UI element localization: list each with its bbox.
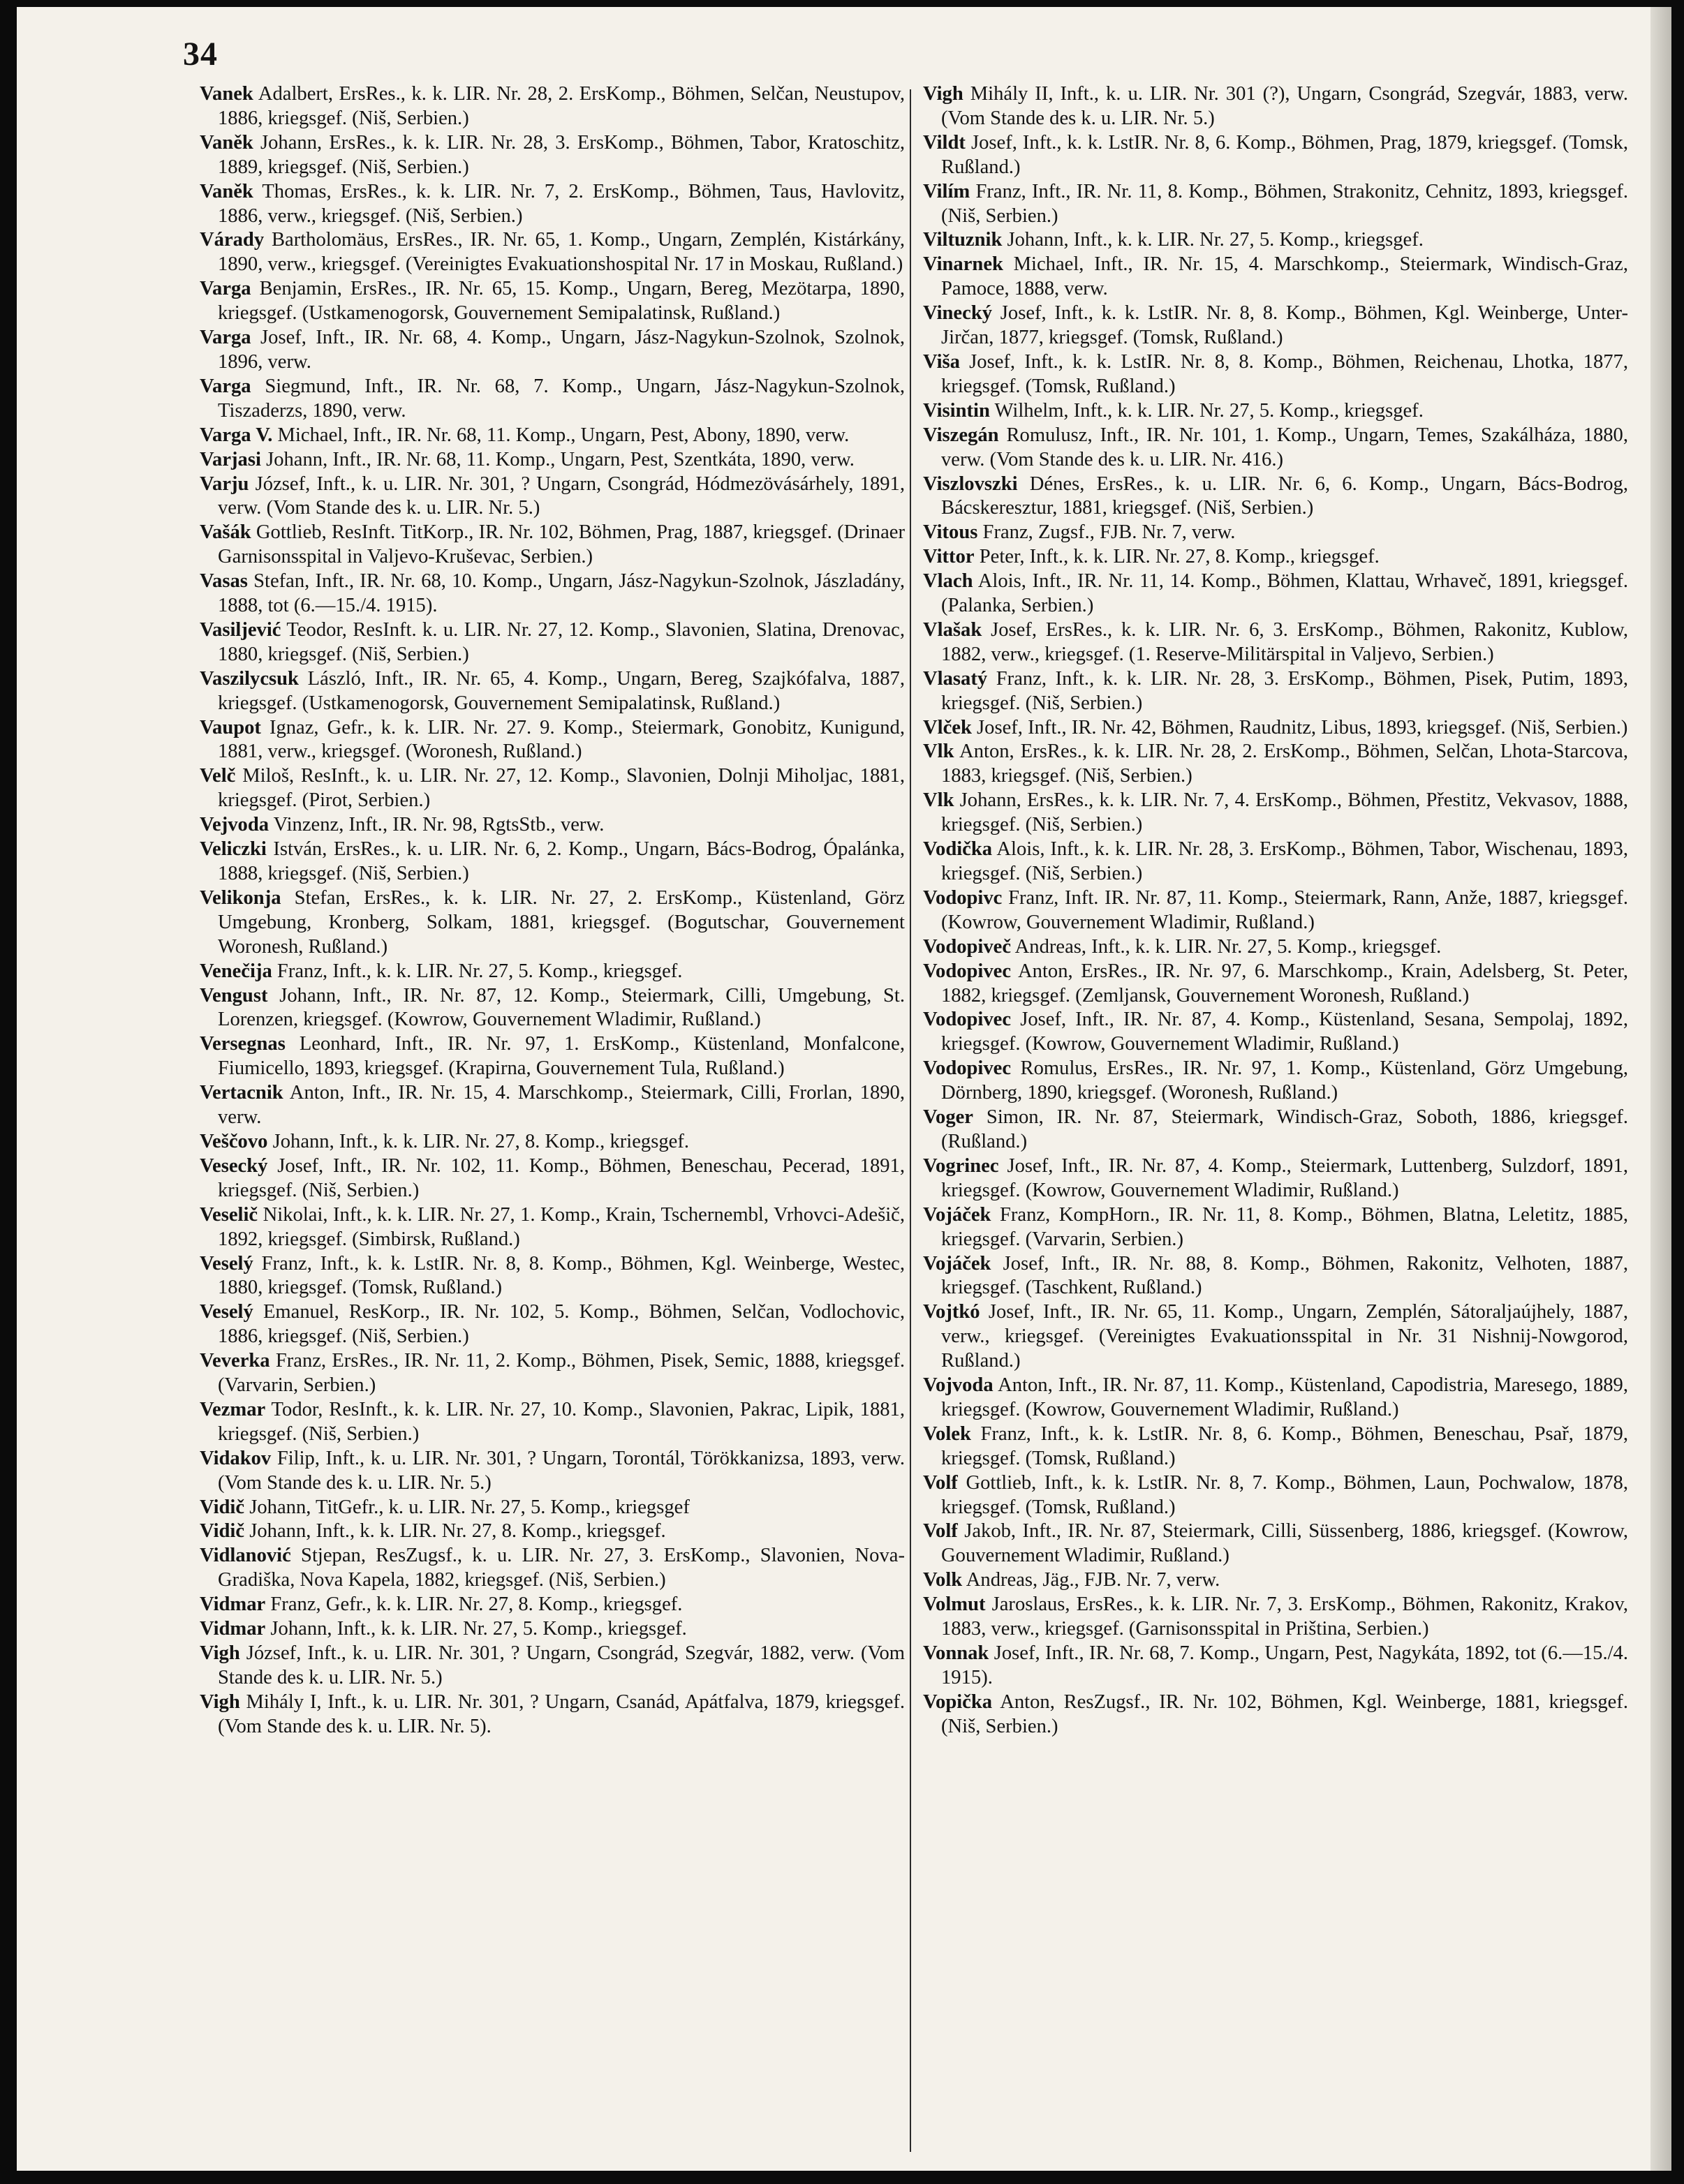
left-column: [200, 82, 905, 1739]
list-entry: [923, 1691, 1628, 1739]
list-entry: [200, 667, 905, 716]
entry-surname: Vojtkó: [923, 1301, 980, 1323]
list-entry: [200, 1520, 905, 1544]
list-entry: [923, 131, 1628, 180]
entry-surname: Veselič: [200, 1203, 258, 1226]
entry-details: Franz, Inft., k. k. LstIR. Nr. 8, 8. Komp., Böhmen, Kgl. Weinberge, Westec, 1880, kriegsgef. (Tomsk, Rußland.): [218, 1252, 905, 1299]
list-entry: [200, 473, 905, 521]
list-entry: [200, 764, 905, 813]
entry-details: Jakob, Inft., IR. Nr. 87, Steiermark, Cilli, Süssenberg, 1886, kriegsgef. (Kowrow, Gouvernement Wladimir, Rußland.): [941, 1520, 1629, 1567]
entry-surname: Vaszilycsuk: [200, 667, 299, 690]
page-number: 34: [183, 36, 218, 73]
entry-details: Simon, IR. Nr. 87, Steiermark, Windisch-Graz, Soboth, 1886, kriegsgef. (Rußland.): [941, 1106, 1628, 1152]
list-entry: [200, 1398, 905, 1447]
entry-details: Siegmund, Inft., IR. Nr. 68, 7. Komp., Ungarn, Jász-Nagykun-Szolnok, Tiszaderzs, 1890, verw.: [218, 375, 905, 422]
entry-surname: Vidmar: [200, 1618, 266, 1640]
list-entry: [923, 1252, 1628, 1301]
list-entry: [200, 228, 905, 277]
page-edge: [1650, 7, 1671, 2171]
entry-surname: Vigh: [923, 83, 963, 105]
entry-details: Josef, Inft., IR. Nr. 68, 4. Komp., Ungarn, Jász-Nagykun-Szolnok, Szolnok, 1896, verw.: [218, 327, 905, 373]
list-entry: [200, 521, 905, 570]
entry-details: István, ErsRes., k. u. LIR. Nr. 6, 2. Komp., Ungarn, Bács-Bodrog, Ópalánka, 1888, kriegsgef. (Niš, Serbien.): [218, 838, 905, 884]
entry-details: Anton, ErsRes., k. k. LIR. Nr. 28, 2. ErsKomp., Böhmen, Selčan, Lhota-Starcova, 1883, kriegsgef. (Niš, Serbien.): [941, 741, 1628, 787]
list-entry: [923, 1520, 1628, 1568]
entry-surname: Versegnas: [200, 1033, 286, 1055]
entry-surname: Viszlovszki: [923, 473, 1018, 495]
entry-details: Romulusz, Inft., IR. Nr. 101, 1. Komp., Ungarn, Temes, Szakálháza, 1880, verw. (Vom Stande des k. u. LIR. Nr. 416.): [941, 424, 1628, 470]
entry-surname: Vanek: [200, 83, 253, 105]
entry-surname: Veverka: [200, 1350, 270, 1372]
entry-surname: Varjasi: [200, 448, 261, 470]
list-entry: [923, 570, 1628, 618]
entry-surname: Vojvoda: [923, 1374, 994, 1397]
entry-details: Bartholomäus, ErsRes., IR. Nr. 65, 1. Komp., Ungarn, Zemplén, Kistárkány, 1890, verw., kriegsgef. (Vereinigtes Evakuationshospital Nr. 17 in Moskau, Rußland.): [218, 229, 905, 276]
entry-details: Teodor, ResInft. k. u. LIR. Nr. 27, 12. Komp., Slavonien, Slatina, Drenovac, 1880, kriegsgef. (Niš, Serbien.): [218, 618, 905, 665]
entry-surname: Visintin: [923, 399, 990, 422]
entry-surname: Viša: [923, 350, 960, 373]
entry-surname: Vodopivec: [923, 960, 1012, 982]
entry-details: Josef, Inft., IR. Nr. 68, 7. Komp., Ungarn, Pest, Nagykáta, 1892, tot (6.—15./4. 1915).: [941, 1642, 1628, 1688]
list-entry: [200, 1130, 905, 1154]
entry-details: Andreas, Jäg., FJB. Nr. 7, verw.: [966, 1569, 1220, 1591]
list-entry: [923, 1008, 1628, 1057]
entry-surname: Vaupot: [200, 716, 261, 738]
list-entry: [923, 618, 1628, 667]
entry-details: Dénes, ErsRes., k. u. LIR. Nr. 6, 6. Komp., Ungarn, Bács-Bodrog, Bácskeresztur, 1881, kriegsgef. (Niš, Serbien.): [941, 473, 1629, 519]
entry-details: Stjepan, ResZugsf., k. u. LIR. Nr. 27, 3. ErsKomp., Slavonien, Nova-Gradiška, Nova Kapela, 1882, kriegsgef. (Niš, Serbien.): [218, 1545, 905, 1591]
entry-details: Franz, Inft., k. k. LIR. Nr. 28, 3. ErsKomp., Böhmen, Pisek, Putim, 1893, kriegsgef. (Niš, Serbien.): [941, 667, 1628, 714]
entry-surname: Vidič: [200, 1496, 245, 1518]
entry-details: Gottlieb, Inft., k. k. LstIR. Nr. 8, 7. Komp., Böhmen, Laun, Pochwalow, 1878, kriegsgef. (Tomsk, Rußland.): [941, 1471, 1629, 1518]
entry-surname: Voger: [923, 1106, 974, 1129]
list-entry: [200, 813, 905, 838]
entry-surname: Vodopivec: [923, 1009, 1012, 1031]
entry-details: Anton, Inft., IR. Nr. 15, 4. Marschkomp., Steiermark, Cilli, Frorlan, 1890, verw.: [218, 1082, 905, 1129]
list-entry: [923, 302, 1628, 350]
list-entry: [923, 1593, 1628, 1642]
entry-surname: Vidmar: [200, 1594, 266, 1616]
entry-surname: Vodopivec: [923, 1057, 1012, 1080]
entry-surname: Vertacnik: [200, 1082, 283, 1104]
entry-details: Franz, ErsRes., IR. Nr. 11, 2. Komp., Böhmen, Pisek, Semic, 1888, kriegsgef. (Varvarin, Serbien.): [218, 1350, 905, 1397]
entry-details: Andreas, Inft., k. k. LIR. Nr. 27, 5. Komp., kriegsgef.: [1014, 935, 1442, 958]
entry-surname: Vonnak: [923, 1642, 989, 1664]
list-entry: [200, 448, 905, 473]
entry-details: Franz, Gefr., k. k. LIR. Nr. 27, 8. Komp., kriegsgef.: [270, 1594, 683, 1616]
entry-details: Anton, Inft., IR. Nr. 87, 11. Komp., Küstenland, Capodistria, Maresego, 1889, kriegsgef. (Kowrow, Gouvernement Wladimir, Rußland.): [941, 1374, 1628, 1420]
entry-surname: Vaněk: [200, 131, 253, 154]
list-entry: [923, 228, 1628, 253]
entry-details: Johann, Inft., k. k. LIR. Nr. 27, 8. Komp., kriegsgef.: [272, 1130, 690, 1152]
entry-details: Josef, Inft., IR. Nr. 65, 11. Komp., Ungarn, Zemplén, Sátoraljaújhely, 1887, verw., kriegsgef. (Vereinigtes Evakuationsspital in Nr. 31 Nishnij-Nowgorod, Rußland.): [941, 1301, 1628, 1372]
entry-details: Franz, KompHorn., IR. Nr. 11, 8. Komp., Böhmen, Blatna, Leletitz, 1885, kriegsgef. (Varvarin, Serbien.): [941, 1203, 1628, 1250]
entry-surname: Vigh: [200, 1642, 240, 1664]
list-entry: [923, 253, 1628, 302]
list-entry: [200, 1447, 905, 1496]
entry-details: Franz, Inft., IR. Nr. 11, 8. Komp., Böhmen, Strakonitz, Cehnitz, 1893, kriegsgef. (Niš, Serbien.): [941, 180, 1628, 227]
entry-surname: Vojáček: [923, 1203, 991, 1226]
entry-surname: Vlasatý: [923, 667, 988, 690]
list-entry: [200, 1691, 905, 1739]
entry-surname: Vasiljević: [200, 618, 281, 641]
entry-surname: Vaněk: [200, 180, 253, 202]
entry-surname: Varga: [200, 375, 251, 397]
entry-surname: Volk: [923, 1569, 963, 1591]
entry-surname: Vengust: [200, 984, 268, 1006]
entry-surname: Veščovo: [200, 1130, 268, 1152]
entry-details: Romulus, ErsRes., IR. Nr. 97, 1. Komp., Küstenland, Görz Umgebung, Dörnberg, 1890, kriegsgef. (Woronesh, Rußland.): [941, 1057, 1628, 1104]
list-entry: [923, 473, 1628, 521]
entry-details: Josef, Inft., k. k. LstIR. Nr. 8, 6. Komp., Böhmen, Prag, 1879, kriegsgef. (Tomsk, Rußland.): [941, 131, 1628, 178]
entry-surname: Vezmar: [200, 1398, 266, 1420]
list-entry: [923, 789, 1628, 838]
entry-details: Peter, Inft., k. k. LIR. Nr. 27, 8. Komp., kriegsgef.: [979, 546, 1380, 568]
entry-surname: Vlk: [923, 741, 954, 763]
entry-details: Mihály I, Inft., k. u. LIR. Nr. 301, ? Ungarn, Csanád, Apátfalva, 1879, kriegsgef. (Vom Stande des k. u. LIR. Nr. 5).: [218, 1691, 905, 1737]
list-entry: [923, 960, 1628, 1009]
entry-details: Alois, Inft., k. k. LIR. Nr. 28, 3. ErsKomp., Böhmen, Tabor, Wischenau, 1893, kriegsgef. (Niš, Serbien.): [941, 838, 1628, 884]
entry-details: Ignaz, Gefr., k. k. LIR. Nr. 27. 9. Komp., Steiermark, Gonobitz, Kunigund, 1881, verw., kriegsgef. (Woronesh, Rußland.): [218, 716, 905, 763]
list-entry: [200, 1300, 905, 1349]
list-entry: [923, 1642, 1628, 1691]
list-entry: [923, 1154, 1628, 1203]
entry-details: Miloš, ResInft., k. u. LIR. Nr. 27, 12. Komp., Slavonien, Dolnji Miholjac, 1881, kriegsgef. (Pirot, Serbien.): [218, 765, 905, 812]
list-entry: [200, 131, 905, 180]
entry-surname: Vodopivc: [923, 886, 1003, 909]
entry-details: Johann, Inft., k. k. LIR. Nr. 27, 5. Komp., kriegsgef.: [270, 1618, 687, 1640]
list-entry: [200, 1081, 905, 1130]
entry-details: Anton, ResZugsf., IR. Nr. 102, Böhmen, Kgl. Weinberge, 1881, kriegsgef. (Niš, Serbien.): [941, 1691, 1628, 1737]
entry-details: Michael, Inft., IR. Nr. 68, 11. Komp., Ungarn, Pest, Abony, 1890, verw.: [277, 424, 850, 446]
list-entry: [923, 935, 1628, 960]
entry-details: Alois, Inft., IR. Nr. 11, 14. Komp., Böhmen, Klattau, Wrhaveč, 1891, kriegsgef. (Palanka, Serbien.): [941, 570, 1629, 617]
entry-surname: Vodopiveč: [923, 935, 1012, 958]
entry-surname: Vejvoda: [200, 814, 269, 836]
list-entry: [923, 667, 1628, 716]
list-entry: [923, 521, 1628, 545]
entry-surname: Volf: [923, 1471, 958, 1494]
entry-details: Josef, ErsRes., k. k. LIR. Nr. 6, 3. ErsKomp., Böhmen, Rakonitz, Kublow, 1882, verw., kriegsgef. (1. Reserve-Militärspital in Valjevo, Serbien.): [941, 618, 1628, 665]
entry-details: Johann, Inft., k. k. LIR. Nr. 27, 8. Komp., kriegsgef.: [249, 1520, 666, 1543]
entry-details: Todor, ResInft., k. k. LIR. Nr. 27, 10. Komp., Slavonien, Pakrac, Lipik, 1881, kriegsgef. (Niš, Serbien.): [218, 1398, 905, 1445]
entry-surname: Vinarnek: [923, 253, 1003, 276]
list-entry: [200, 180, 905, 229]
entry-surname: Volf: [923, 1520, 958, 1543]
entry-surname: Vodička: [923, 838, 993, 861]
list-entry: [200, 1496, 905, 1520]
entry-details: Franz, Inft., k. k. LstIR. Nr. 8, 6. Komp., Böhmen, Beneschau, Psař, 1879, kriegsgef. (Tomsk, Rußland.): [941, 1422, 1628, 1469]
list-entry: [923, 399, 1628, 424]
list-entry: [200, 1617, 905, 1642]
list-entry: [200, 716, 905, 765]
list-entry: [923, 1374, 1628, 1422]
entry-details: Franz, Zugsf., FJB. Nr. 7, verw.: [982, 521, 1236, 544]
entry-surname: Vašák: [200, 521, 251, 544]
entry-surname: Volek: [923, 1422, 971, 1445]
list-entry: [200, 1252, 905, 1301]
list-entry: [200, 1032, 905, 1081]
entry-surname: Vildt: [923, 131, 966, 154]
entry-surname: Vitous: [923, 521, 978, 544]
entry-details: Nikolai, Inft., k. k. LIR. Nr. 27, 1. Komp., Krain, Tschernembl, Vrhovci-Adešič, 1892, kriegsgef. (Simbirsk, Rußland.): [218, 1203, 905, 1250]
list-entry: [923, 82, 1628, 131]
entry-surname: Velč: [200, 765, 236, 787]
entry-surname: Viltuznik: [923, 229, 1003, 251]
list-entry: [200, 1349, 905, 1398]
entry-details: Johann, TitGefr., k. u. LIR. Nr. 27, 5. Komp., kriegsgef: [249, 1496, 690, 1518]
entry-surname: Vlach: [923, 570, 973, 593]
entry-details: Mihály II, Inft., k. u. LIR. Nr. 301 (?), Ungarn, Csongrád, Szegvár, 1883, verw. (Vom Stande des k. u. LIR. Nr. 5.): [941, 83, 1628, 129]
entry-details: Josef, Inft., IR. Nr. 87, 4. Komp., Steiermark, Luttenberg, Sulzdorf, 1891, kriegsgef. (Kowrow, Gouvernement Wladimir, Rußland.): [941, 1154, 1628, 1201]
list-entry: [923, 350, 1628, 399]
entry-surname: Vidakov: [200, 1447, 272, 1469]
list-entry: [200, 375, 905, 424]
entry-surname: Varga: [200, 327, 251, 349]
list-entry: [923, 424, 1628, 473]
entry-details: Gottlieb, ResInft. TitKorp., IR. Nr. 102, Böhmen, Prag, 1887, kriegsgef. (Drinaer Garnisonsspital in Valjevo-Kruševac, Serbien.): [218, 521, 906, 568]
list-entry: [200, 82, 905, 131]
list-entry: [923, 1568, 1628, 1593]
entry-details: Michael, Inft., IR. Nr. 15, 4. Marschkomp., Steiermark, Windisch-Graz, Pamoce, 1888, verw.: [941, 253, 1629, 300]
entry-surname: Vittor: [923, 546, 975, 568]
entry-surname: Varju: [200, 473, 249, 495]
list-entry: [923, 1203, 1628, 1252]
entry-surname: Venečija: [200, 960, 272, 982]
entry-surname: Várady: [200, 229, 265, 251]
entry-details: Thomas, ErsRes., k. k. LIR. Nr. 7, 2. ErsKomp., Böhmen, Taus, Havlovitz, 1886, verw., kriegsgef. (Niš, Serbien.): [218, 180, 905, 227]
entry-details: Benjamin, ErsRes., IR. Nr. 65, 15. Komp., Ungarn, Bereg, Mezötarpa, 1890, kriegsgef. (Ustkamenogorsk, Gouvernement Semipalatinsk, Rußland.): [218, 278, 905, 325]
entry-surname: Vidlanović: [200, 1545, 291, 1567]
list-entry: [200, 1154, 905, 1203]
list-entry: [200, 1203, 905, 1252]
entry-surname: Vopička: [923, 1691, 993, 1713]
entry-surname: Vinecký: [923, 302, 993, 325]
list-entry: [923, 838, 1628, 886]
list-entry: [923, 1422, 1628, 1471]
entry-surname: Vlašak: [923, 618, 982, 641]
entry-details: Josef, Inft., IR. Nr. 87, 4. Komp., Küstenland, Sesana, Sempolaj, 1892, kriegsgef. (Kowrow, Gouvernement Wladimir, Rußland.): [941, 1009, 1629, 1055]
entry-details: Emanuel, ResKorp., IR. Nr. 102, 5. Komp., Böhmen, Selčan, Vodlochovic, 1886, kriegsgef. (Niš, Serbien.): [218, 1301, 905, 1348]
entry-surname: Veselý: [200, 1301, 253, 1323]
entry-details: Johann, Inft., k. k. LIR. Nr. 27, 5. Komp., kriegsgef.: [1007, 229, 1424, 251]
list-entry: [923, 1300, 1628, 1374]
list-entry: [923, 545, 1628, 570]
entry-surname: Velikonja: [200, 886, 281, 909]
entry-details: Johann, ErsRes., k. k. LIR. Nr. 7, 4. ErsKomp., Böhmen, Přestitz, Vekvasov, 1888, kriegsgef. (Niš, Serbien.): [941, 789, 1628, 836]
entry-details: Vinzenz, Inft., IR. Nr. 98, RgtsStb., verw.: [273, 814, 605, 836]
entry-details: József, Inft., k. u. LIR. Nr. 301, ? Ungarn, Csongrád, Hódmezövásárhely, 1891, verw. (Vom Stande des k. u. LIR. Nr. 5.): [218, 473, 905, 519]
list-entry: [923, 740, 1628, 789]
entry-details: Josef, Inft., k. k. LstIR. Nr. 8, 8. Komp., Böhmen, Reichenau, Lhotka, 1877, kriegsgef. (Tomsk, Rußland.): [941, 350, 1628, 397]
list-entry: [200, 984, 905, 1033]
list-entry: [200, 838, 905, 886]
list-entry: [200, 960, 905, 984]
list-entry: [923, 886, 1628, 935]
entry-surname: Vojáček: [923, 1252, 991, 1275]
entry-surname: Vlček: [923, 716, 972, 738]
entry-details: Filip, Inft., k. u. LIR. Nr. 301, ? Ungarn, Torontál, Törökkanizsa, 1893, verw. (Vom Stande des k. u. LIR. Nr. 5.): [218, 1447, 905, 1494]
entry-surname: Vlk: [923, 789, 954, 812]
entry-details: Wilhelm, Inft., k. k. LIR. Nr. 27, 5. Komp., kriegsgef.: [994, 399, 1424, 422]
entry-details: Josef, Inft., IR. Nr. 88, 8. Komp., Böhmen, Rakonitz, Velhoten, 1887, kriegsgef. (Taschkent, Rußland.): [941, 1252, 1628, 1299]
list-entry: [200, 618, 905, 667]
list-entry: [200, 886, 905, 960]
list-entry: [200, 570, 905, 618]
entry-details: Jaroslaus, ErsRes., k. k. LIR. Nr. 7, 3. ErsKomp., Böhmen, Rakonitz, Krakov, 1883, verw., kriegsgef. (Garnisonsspital in Priština, Serbien.): [941, 1594, 1628, 1640]
entry-details: László, Inft., IR. Nr. 65, 4. Komp., Ungarn, Bereg, Szajkófalva, 1887, kriegsgef. (Ustkamenogorsk, Gouvernement Semipalatinsk, Rußland.): [218, 667, 905, 714]
list-entry: [923, 716, 1628, 741]
entry-surname: Vasas: [200, 570, 248, 593]
entry-details: Josef, Inft., IR. Nr. 102, 11. Komp., Böhmen, Beneschau, Pecerad, 1891, kriegsgef. (Niš, Serbien.): [218, 1154, 905, 1201]
entry-details: Franz, Inft. IR. Nr. 87, 11. Komp., Steiermark, Rann, Anže, 1887, kriegsgef. (Kowrow, Gouvernement Wladimir, Rußland.): [941, 886, 1628, 933]
right-column: [923, 82, 1628, 1739]
list-entry: [200, 1593, 905, 1617]
entry-surname: Viszegán: [923, 424, 999, 446]
list-entry: [923, 1057, 1628, 1106]
entry-surname: Vilím: [923, 180, 970, 202]
entry-surname: Vogrinec: [923, 1154, 999, 1177]
entry-details: Leonhard, Inft., IR. Nr. 97, 1. ErsKomp., Küstenland, Monfalcone, Fiumicello, 1893, kriegsgef. (Krapirna, Gouvernement Tula, Rußland.): [218, 1033, 906, 1080]
entry-details: Johann, Inft., IR. Nr. 87, 12. Komp., Steiermark, Cilli, Umgebung, St. Lorenzen, kriegsgef. (Kowrow, Gouvernement Wladimir, Rußland.): [218, 984, 905, 1031]
entry-surname: Varga: [200, 278, 251, 300]
entry-details: Adalbert, ErsRes., k. k. LIR. Nr. 28, 2. ErsKomp., Böhmen, Selčan, Neustupov, 1886, kriegsgef. (Niš, Serbien.): [218, 83, 905, 129]
entry-details: Stefan, ErsRes., k. k. LIR. Nr. 27, 2. ErsKomp., Küstenland, Görz Umgebung, Kronberg, Solkam, 1881, kriegsgef. (Bogutschar, Gouvernement Woronesh, Rußland.): [218, 886, 905, 958]
entry-surname: Varga V.: [200, 424, 273, 446]
entry-surname: Volmut: [923, 1594, 986, 1616]
list-entry: [923, 180, 1628, 229]
list-entry: [923, 1106, 1628, 1154]
column-divider: [910, 89, 911, 2152]
list-entry: [200, 424, 905, 448]
entry-details: Stefan, Inft., IR. Nr. 68, 10. Komp., Ungarn, Jász-Nagykun-Szolnok, Jászladány, 1888, tot (6.—15./4. 1915).: [218, 570, 905, 617]
entry-details: Johann, Inft., IR. Nr. 68, 11. Komp., Ungarn, Pest, Szentkáta, 1890, verw.: [266, 448, 855, 470]
list-entry: [200, 1544, 905, 1593]
entry-details: Anton, ErsRes., IR. Nr. 97, 6. Marschkomp., Krain, Adelsberg, St. Peter, 1882, kriegsgef. (Zemljansk, Gouvernement Woronesh, Rußland.): [941, 960, 1628, 1006]
list-entry: [200, 277, 905, 326]
entry-details: Josef, Inft., IR. Nr. 42, Böhmen, Raudnitz, Libus, 1893, kriegsgef. (Niš, Serbien.): [977, 716, 1628, 738]
entry-surname: Vigh: [200, 1691, 240, 1713]
list-entry: [200, 326, 905, 375]
entry-details: Josef, Inft., k. k. LstIR. Nr. 8, 8. Komp., Böhmen, Kgl. Weinberge, Unter-Jirčan, 1877, kriegsgef. (Tomsk, Rußland.): [941, 302, 1628, 349]
list-entry: [923, 1471, 1628, 1520]
entry-details: Franz, Inft., k. k. LIR. Nr. 27, 5. Komp., kriegsgef.: [276, 960, 683, 982]
entry-surname: Vidič: [200, 1520, 245, 1543]
entry-surname: Veliczki: [200, 838, 267, 861]
entry-details: Johann, ErsRes., k. k. LIR. Nr. 28, 3. ErsKomp., Böhmen, Tabor, Kratoschitz, 1889, kriegsgef. (Niš, Serbien.): [218, 131, 905, 178]
list-entry: [200, 1642, 905, 1691]
entry-details: József, Inft., k. u. LIR. Nr. 301, ? Ungarn, Csongrád, Szegvár, 1882, verw. (Vom Stande des k. u. LIR. Nr. 5.): [218, 1642, 905, 1688]
entry-surname: Veselý: [200, 1252, 253, 1275]
entry-surname: Vesecký: [200, 1154, 268, 1177]
